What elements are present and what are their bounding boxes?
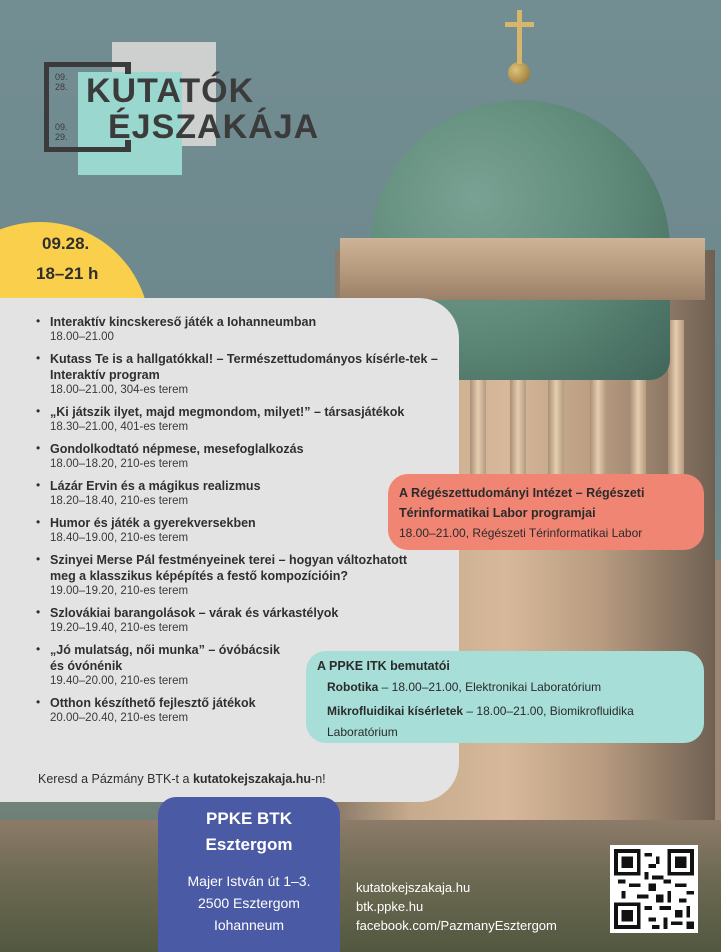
program-item: [36, 314, 456, 345]
dome-orb: [508, 62, 530, 84]
program-item-title: • Lázár Ervin és a mágikus realizmus: [50, 479, 261, 493]
program-item-title: • „Ki játszik ilyet, majd megmondom, milyet!” – társasjátékok: [50, 405, 405, 419]
program-item: [36, 351, 456, 398]
logo-title-line1: KUTATÓK: [86, 72, 255, 110]
cross-icon-bar: [505, 22, 534, 27]
link-kutatokejszakaja[interactable]: kutatokejszakaja.hu: [356, 880, 471, 895]
itk-row-microfluidics: [327, 701, 687, 743]
venue-box: [158, 797, 340, 952]
program-item-time: 18.00–18.20, 210-es terem: [50, 458, 189, 470]
program-item: [36, 605, 456, 636]
archaeology-title: A Régészettudományi Intézet – Régészeti Térinformatikai Labor programjai: [399, 486, 645, 520]
qr-code-icon[interactable]: [610, 845, 698, 933]
cross-icon: [517, 10, 522, 64]
program-item-time: 18.30–21.00, 401-es terem: [50, 421, 189, 433]
logo-date-text: 29.: [55, 132, 68, 142]
itk-row-text: – 18.00–21.00, Biomikrofluidika Laboratórium: [327, 704, 634, 739]
program-item-title: • Gondolkodtató népmese, mesefoglalkozás: [50, 442, 304, 456]
venue-address-building: Iohanneum: [213, 917, 285, 933]
badge-date: 09.28.: [42, 234, 90, 253]
itk-row-robotics: [327, 680, 601, 694]
program-item: [36, 552, 456, 599]
program-item-time: 19.40–20.00, 210-es terem: [50, 675, 189, 687]
logo-date-text: 09.: [55, 72, 68, 82]
program-item-title: • „Jó mulatság, női munka” – óvóbácsik és óvónénik: [50, 643, 280, 673]
program-item: [36, 404, 456, 435]
program-item-time: 18.40–19.00, 210-es terem: [50, 532, 189, 544]
basilica-cornice: [340, 238, 705, 300]
logo-date-end: [55, 122, 68, 142]
program-item-time: 18.00–21.00, 304-es terem: [50, 384, 189, 396]
itk-row-bold: Robotika: [327, 680, 379, 694]
link-btk[interactable]: btk.ppke.hu: [356, 899, 424, 914]
venue-address-street: Majer István út 1–3.: [187, 873, 311, 889]
logo-title-line2: ÉJSZAKÁJA: [108, 108, 320, 146]
find-link[interactable]: kutatokejszakaja.hu: [192, 772, 312, 786]
program-item-time: 18.20–18.40, 210-es terem: [50, 495, 189, 507]
itk-row-bold: Mikrofluidikai kísérletek: [327, 704, 464, 718]
program-item-time: 19.20–19.40, 210-es terem: [50, 622, 189, 634]
program-item-title: • Szinyei Merse Pál festményeinek terei – hogyan változhatott meg a klasszikus képépítés a festő kompozícióin?: [50, 553, 408, 583]
web-links: [356, 878, 557, 935]
find-suffix: -n!: [311, 772, 326, 786]
logo-date-text: 09.: [55, 122, 68, 132]
itk-title: A PPKE ITK bemutatói: [317, 659, 450, 673]
program-item-time: 18.00–21.00: [50, 331, 114, 343]
archaeology-time: 18.00–21.00, Régészeti Térinformatikai Labor: [399, 526, 643, 540]
program-item-title: • Szlovákiai barangolások – várak és várkastélyok: [50, 606, 339, 620]
program-item-title: • Otthon készíthető fejlesztő játékok: [50, 696, 256, 710]
logo-date-text: 28.: [55, 82, 68, 92]
itk-row-text: – 18.00–21.00, Elektronikai Laboratórium: [378, 680, 602, 694]
find-prefix: Keresd a Pázmány BTK-t a: [38, 772, 193, 786]
program-item-time: 19.00–19.20, 210-es terem: [50, 585, 189, 597]
event-logo: [44, 42, 320, 177]
program-item-title: • Kutass Te is a hallgatókkal! – Természettudományos kísérle-tek – Interaktív program: [50, 352, 438, 382]
venue-name: PPKE BTK: [206, 809, 292, 828]
logo-date-start: [55, 72, 68, 92]
badge-time: 18–21 h: [36, 264, 99, 283]
program-item-title: • Humor és játék a gyerekversekben: [50, 516, 256, 530]
program-item: [36, 441, 456, 472]
venue-address-city: 2500 Esztergom: [198, 895, 300, 911]
link-facebook[interactable]: facebook.com/PazmanyEsztergom: [356, 918, 557, 933]
program-item-time: 20.00–20.40, 210-es terem: [50, 712, 189, 724]
venue-city: Esztergom: [205, 835, 293, 854]
itk-callout: [306, 651, 704, 743]
archaeology-callout: [388, 474, 704, 550]
program-item-title: • Interaktív kincskereső játék a Iohanneumban: [50, 315, 317, 329]
find-us-line: [38, 772, 326, 786]
